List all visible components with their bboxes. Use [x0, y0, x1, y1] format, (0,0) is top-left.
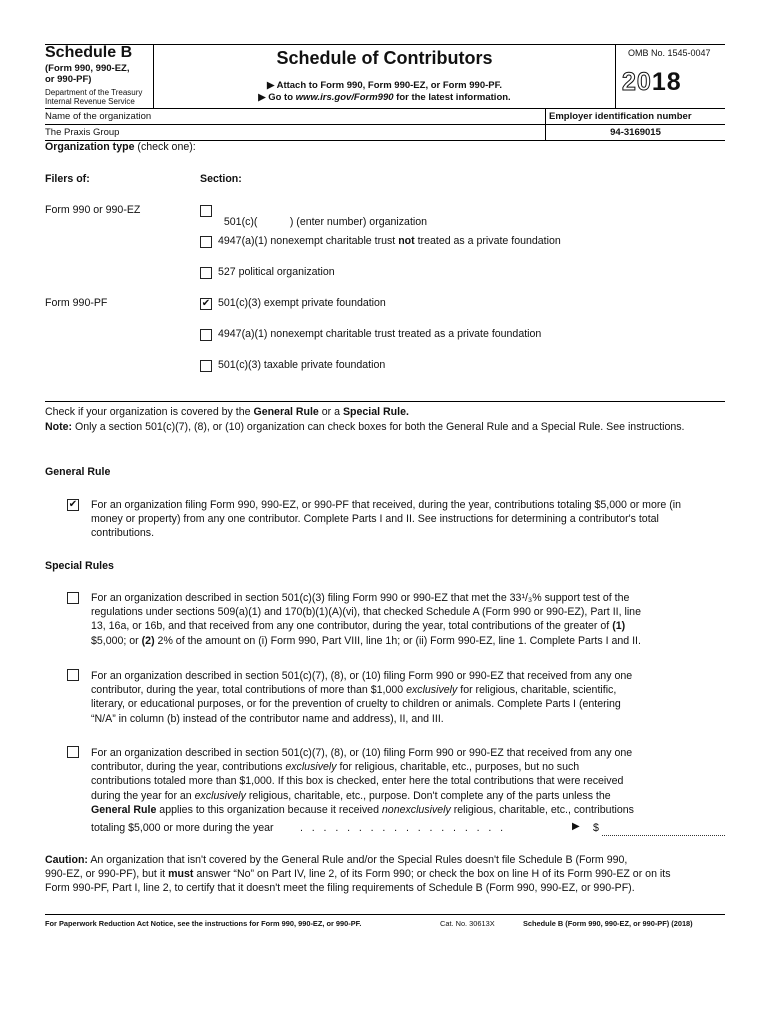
- section-501c3-exempt-pf-checkbox[interactable]: ✔: [201, 298, 211, 309]
- form-refs-line1: (Form 990, 990-EZ,: [45, 63, 130, 74]
- caution-line2-a: 990-EZ, or 990-PF), but it: [45, 868, 169, 881]
- goto-prefix: ▶ Go to: [258, 92, 296, 103]
- special-rule-2-line2-b: exclusively: [406, 684, 458, 697]
- special-rule-1-line4-b: (2): [141, 634, 155, 647]
- special-rule-1-line3-text: 13, 16a, or 16b, and that received from any one contributor, during the year, total contributions of the greater of: [91, 620, 613, 633]
- org-type-bold: Organization type: [45, 141, 135, 153]
- special-rule-3-line2-b: exclusively: [285, 761, 337, 774]
- special-rule-1-checkbox[interactable]: [67, 592, 79, 604]
- section-501c3-exempt-pf-label: 501(c)(3) exempt private foundation: [218, 297, 386, 309]
- special-rule-3-checkbox[interactable]: [67, 746, 79, 758]
- rules-rule-top: [45, 401, 725, 402]
- special-rule-3-leader-dots: . . . . . . . . . . . . . . . . . .: [300, 822, 504, 834]
- special-rule-1-line3: [91, 619, 731, 633]
- special-rule-3-line5-d: religious, charitable, etc., contributions: [450, 803, 634, 816]
- rules-check-line: [45, 405, 725, 419]
- goto-line: [154, 92, 615, 103]
- general-rule-checkbox[interactable]: ✔: [68, 499, 78, 510]
- caution-line2-c: answer “No” on Part IV, line 2, of its Form 990; or check the box on line H of its Form 990-EZ or on its: [193, 868, 671, 881]
- special-rule-2-line3: literary, or educational purposes, or for the prevention of cruelty to children or animals. Complete Parts I (entering: [91, 698, 621, 711]
- caution-line2-b: must: [168, 868, 194, 881]
- filers-header: Filers of:: [45, 173, 90, 185]
- special-rules-heading: Special Rules: [45, 560, 114, 572]
- special-rule-3-line4-c: religious, charitable, etc., purpose. Don't complete any of the parts unless the: [245, 789, 611, 802]
- special-rule-3-line2: [91, 760, 731, 774]
- special-rule-3-line4-b: exclusively: [194, 789, 246, 802]
- section-501c-label: [218, 204, 427, 228]
- special-rule-3-line4: [91, 789, 731, 803]
- tax-year-bold: 18: [651, 68, 682, 96]
- special-rule-2-line2-c: for religious, charitable, scientific,: [457, 684, 617, 697]
- special-rule-3-arrow-icon: ▶: [572, 821, 580, 832]
- org-name-field[interactable]: The Praxis Group: [45, 127, 120, 138]
- caution-line3: Form 990-PF, Part I, line 2, to certify that it doesn't meet the filing requirements of Schedule B (Form 990, 990-EZ, or 990-PF).: [45, 882, 635, 895]
- footer-rule: [45, 914, 725, 915]
- rules-or: or a: [318, 406, 343, 418]
- ein-label: Employer identification number: [549, 111, 692, 122]
- section-header: Section:: [200, 173, 242, 185]
- special-rule-1-line2: regulations under sections 509(a)(1) and 170(b)(1)(A)(vi), that checked Schedule A (Form 990 or 990-EZ), Part II, line: [91, 606, 641, 619]
- form-refs-line2: or 990-PF): [45, 74, 92, 85]
- rules-special-rule-ref: Special Rule.: [342, 406, 409, 418]
- main-title: Schedule of Contributors: [276, 48, 493, 68]
- special-rule-3-line2-c: for religious, charitable, etc., purposes, but no such: [336, 761, 580, 774]
- footer-paperwork: For Paperwork Reduction Act Notice, see the instructions for Form 990, 990-EZ, or 990-PF.: [45, 919, 362, 928]
- section-4947-not-pf-post: treated as a private foundation: [414, 235, 561, 247]
- footer-cat-no: Cat. No. 30613X: [440, 919, 495, 928]
- dept-line2: Internal Revenue Service: [45, 97, 135, 106]
- special-rule-3-line5-a: General Rule: [91, 803, 157, 816]
- special-rule-3-line5: [91, 803, 731, 817]
- special-rule-2-line4: “N/A” in column (b) instead of the contributor name and address), II, and III.: [91, 712, 444, 725]
- dept-line1: Department of the Treasury: [45, 88, 143, 97]
- section-501c-checkbox[interactable]: [200, 205, 212, 217]
- section-4947-pf-label: 4947(a)(1) nonexempt charitable trust treated as a private foundation: [218, 328, 542, 340]
- tax-year: [622, 68, 682, 97]
- special-rule-2-text: [91, 669, 731, 726]
- section-4947-not-pf-not: not: [398, 235, 415, 247]
- special-rule-1-line4: [91, 634, 731, 648]
- org-type-rest: (check one):: [134, 141, 196, 153]
- rules-general-rule-ref: General Rule: [253, 406, 319, 418]
- general-rule-heading: General Rule: [45, 466, 111, 478]
- special-rule-3-line2-a: contributor, during the year, contributions: [91, 761, 286, 774]
- special-rule-3-dollar: $: [593, 822, 599, 834]
- special-rule-1-text: [91, 591, 731, 648]
- special-rule-1-line4-a: $5,000; or: [91, 634, 142, 647]
- caution-line1-text: An organization that isn't covered by the General Rule and/or the Special Rules doesn't file Schedule B (Form 990,: [87, 854, 628, 866]
- special-rule-3-line6: totaling $5,000 or more during the year: [91, 822, 274, 834]
- special-rule-1-line4-c: 2% of the amount on (i) Form 990, Part VIII, line 1h; or (ii) Form 990-EZ, line 1. Complete Parts I and II.: [154, 634, 641, 647]
- schedule-title: Schedule B: [45, 44, 133, 61]
- caution-line2: [45, 867, 735, 881]
- general-rule-text: For an organization filing Form 990, 990-EZ, or 990-PF that received, during the year, contributions totaling $5,000 or more (in money or property) from any one contributor. Complete Parts I and II. See instructions for determining a contributor's total contributions.: [91, 499, 682, 540]
- irs-url-link[interactable]: www.irs.gov/Form990: [295, 92, 394, 103]
- tax-year-outline: 20: [622, 68, 652, 96]
- special-rule-2-checkbox[interactable]: [67, 669, 79, 681]
- special-rule-2-line2: [91, 683, 731, 697]
- section-4947-not-pf-pre: 4947(a)(1) nonexempt charitable trust: [218, 235, 399, 247]
- section-501c3-taxable-pf-checkbox[interactable]: [200, 360, 212, 372]
- section-501c3-taxable-pf-label: 501(c)(3) taxable private foundation: [218, 359, 386, 371]
- top-rule: [45, 44, 725, 45]
- filer-990-990ez-label: Form 990 or 990-EZ: [45, 204, 141, 216]
- rules-check-prefix: Check if your organization is covered by the: [45, 406, 254, 418]
- special-rule-3-line3: contributions totaled more than $1,000. If this box is checked, enter here the total contributions that were received: [91, 775, 624, 788]
- org-type-title: [45, 141, 196, 153]
- section-4947-not-pf-checkbox[interactable]: [200, 236, 212, 248]
- rules-note-text: Only a section 501(c)(7), (8), or (10) organization can check boxes for both the General Rule and a Special Rule. See instructions.: [72, 421, 685, 433]
- special-rule-1-line1: For an organization described in section 501(c)(3) filing Form 990 or 990-EZ that met the 33¹/₃% support test of the: [91, 592, 630, 604]
- special-rule-3-line5-b: applies to this organization because it received: [156, 803, 382, 816]
- special-rule-3-line1: For an organization described in section 501(c)(7), (8), or (10) filing Form 990 or 990-EZ that received from any one: [91, 747, 633, 759]
- rules-note: [45, 420, 725, 434]
- goto-suffix: for the latest information.: [393, 92, 511, 103]
- attach-line: ▶ Attach to Form 990, Form 990-EZ, or Form 990-PF.: [266, 80, 502, 91]
- section-501c-post: ) (enter number) organization: [257, 216, 428, 228]
- rules-note-label: Note:: [45, 421, 73, 433]
- section-527-checkbox[interactable]: [200, 267, 212, 279]
- caution-line1: [45, 853, 735, 867]
- special-rule-3-amount-field[interactable]: [602, 822, 725, 836]
- special-rule-3-line5-c: nonexclusively: [381, 803, 451, 816]
- special-rule-3-text: [91, 746, 731, 817]
- ein-field[interactable]: 94-3169015: [610, 127, 661, 138]
- filer-990pf-label: Form 990-PF: [45, 297, 108, 309]
- section-527-label: 527 political organization: [218, 266, 335, 278]
- special-rule-2-line2-a: contributor, during the year, total contributions of more than $1,000: [91, 684, 407, 697]
- org-rule-top: [45, 108, 725, 109]
- special-rule-3-line4-a: during the year for an: [91, 789, 195, 802]
- section-501c-pre: 501(c)(: [223, 216, 258, 228]
- org-name-label: Name of the organization: [45, 111, 152, 122]
- caution-text: [45, 853, 735, 896]
- header-divider-right: [615, 44, 616, 108]
- omb-number: OMB No. 1545-0047: [628, 48, 711, 58]
- section-4947-pf-checkbox[interactable]: [200, 329, 212, 341]
- section-4947-not-pf-label: [218, 235, 561, 247]
- caution-label: Caution:: [45, 854, 88, 866]
- special-rule-2-line1: For an organization described in section 501(c)(7), (8), or (10) filing Form 990 or 990-EZ that received from any one: [91, 670, 633, 682]
- footer-form-id: Schedule B (Form 990, 990-EZ, or 990-PF) (2018): [523, 919, 693, 928]
- org-rule-mid: [45, 124, 725, 125]
- special-rule-1-line3-b: (1): [612, 620, 626, 633]
